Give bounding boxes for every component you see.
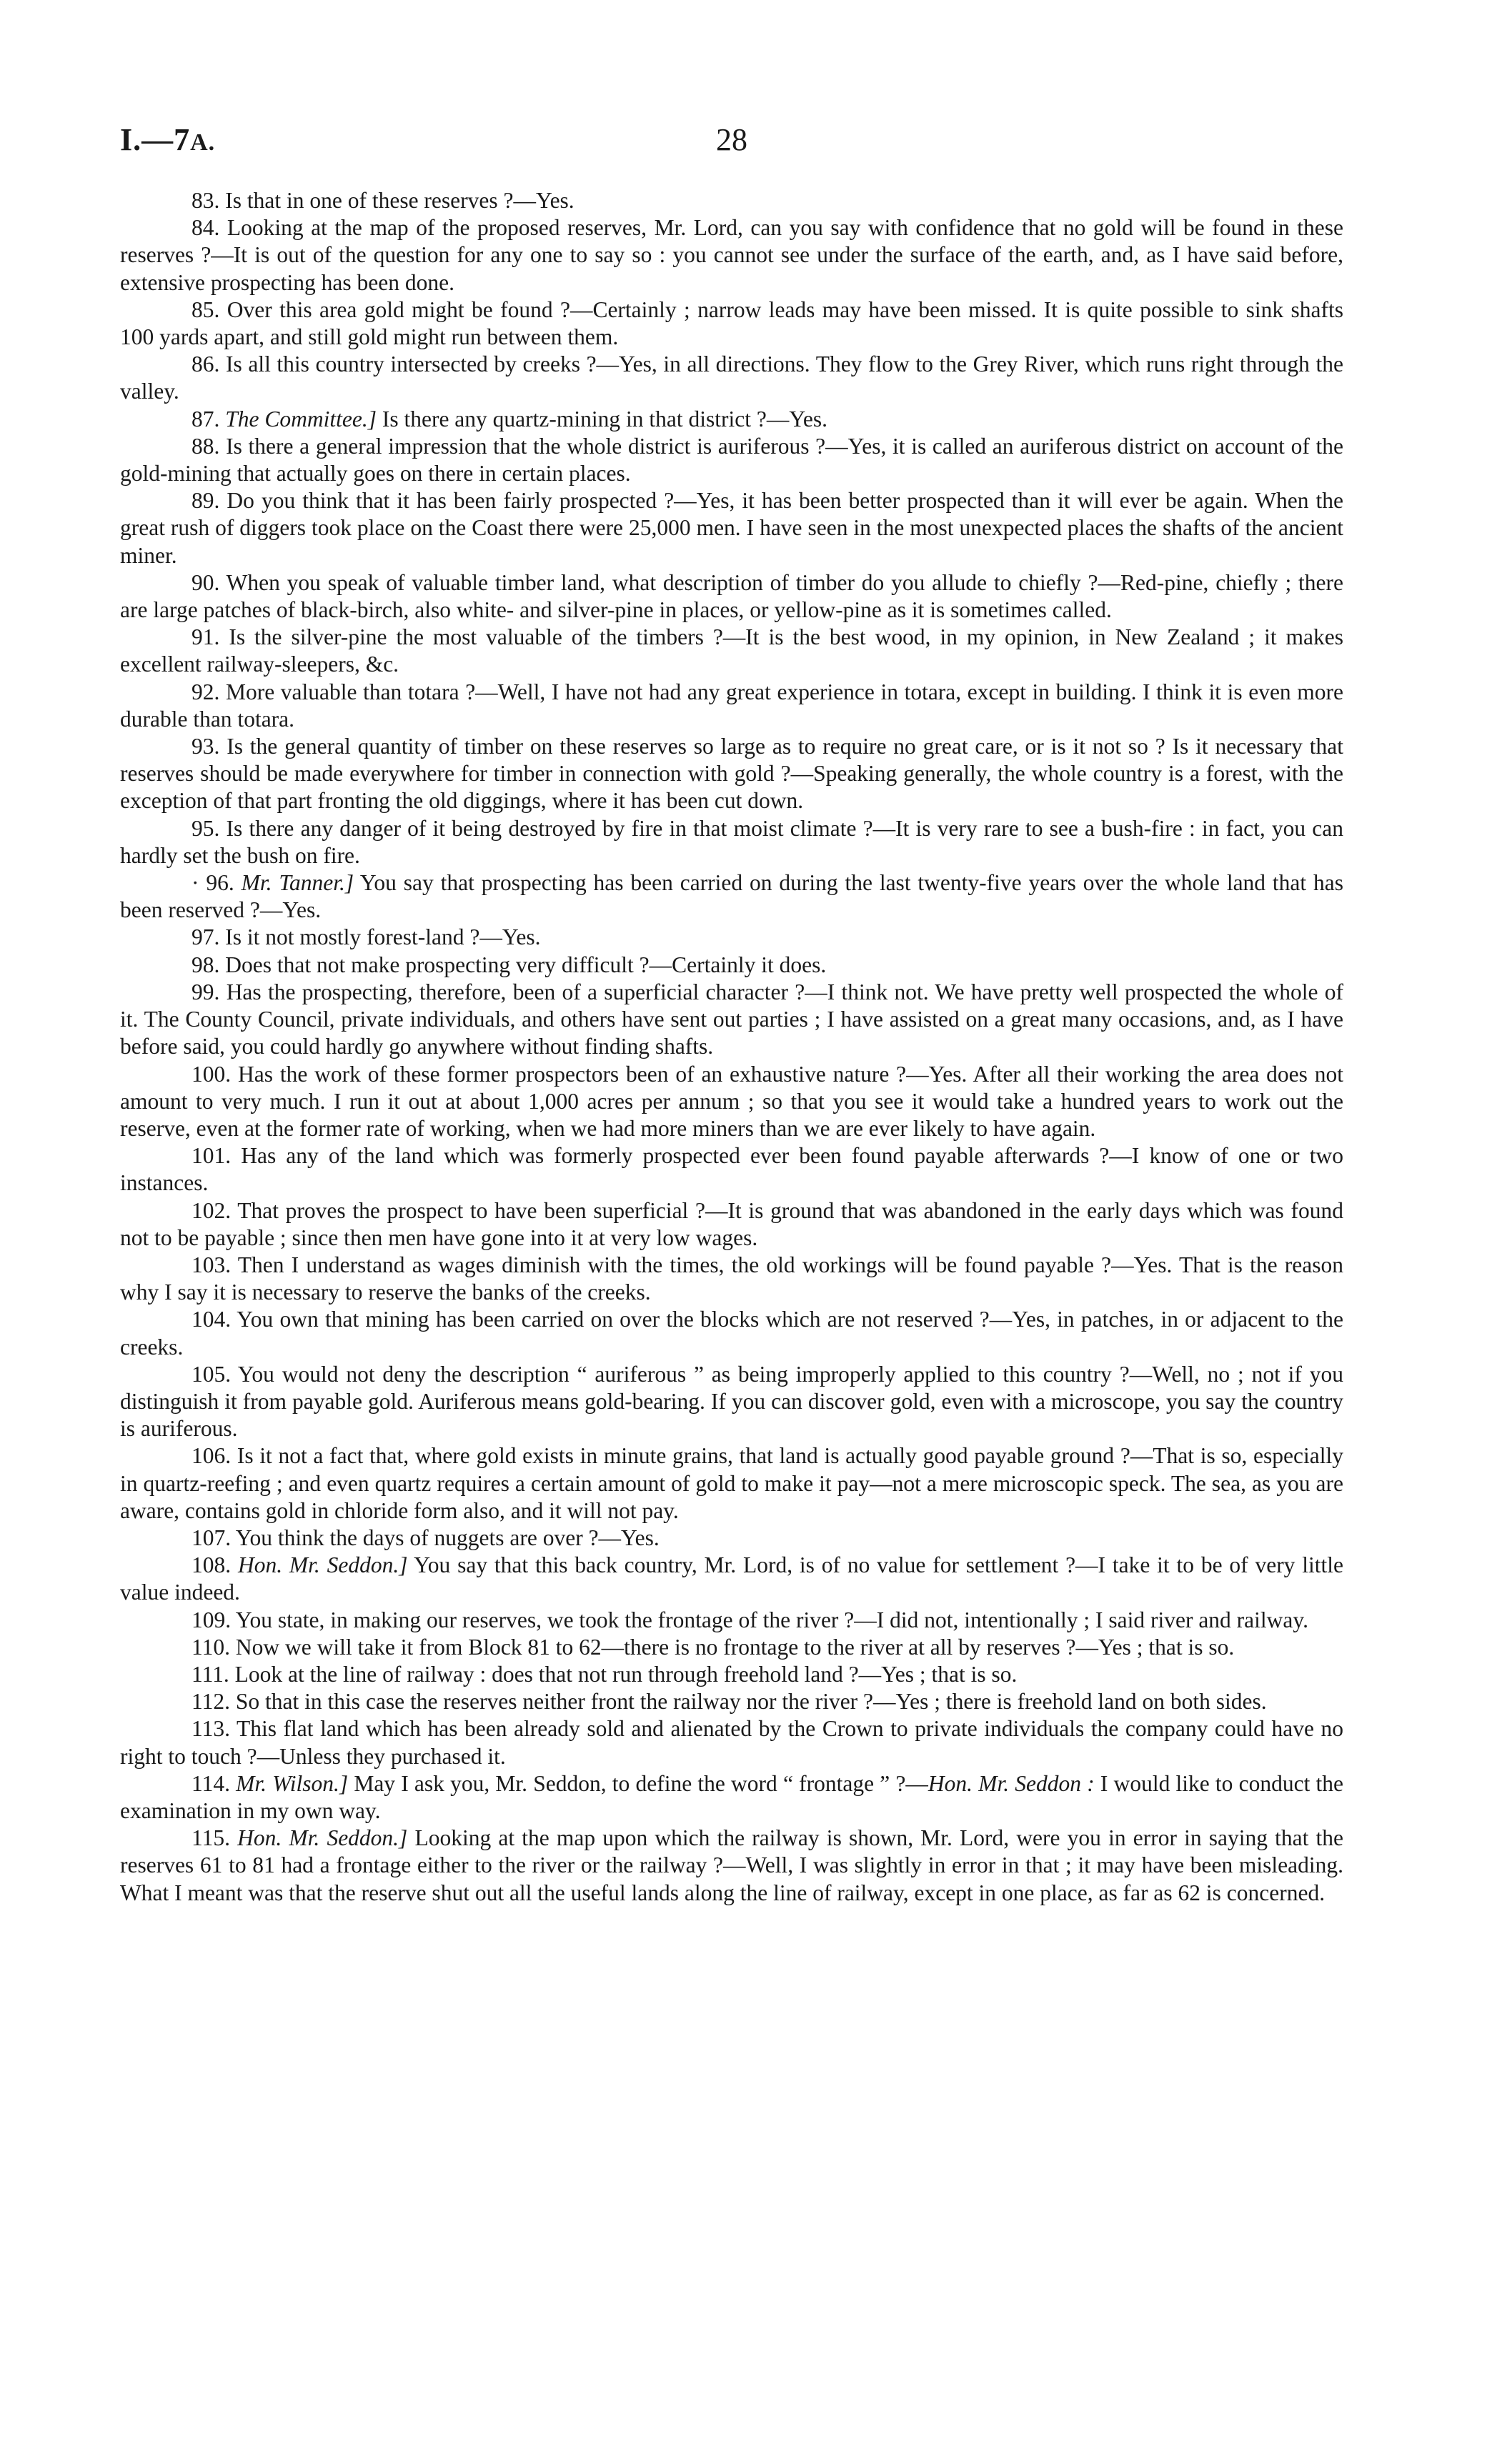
evidence-paragraph [120, 1197, 1343, 1252]
paragraph-number: 99. [192, 979, 220, 1004]
paragraph-number: 84. [192, 215, 220, 241]
paragraph-text: Then I understand as wages diminish with the times, the old workings will be found payable ?—Yes. That is the reason why I say it is necessary to reserve the banks of the creeks. [120, 1252, 1343, 1305]
paragraph-number: 109. [192, 1607, 232, 1632]
paragraph-number: 104. [192, 1307, 232, 1332]
evidence-paragraph [120, 679, 1343, 733]
page-header [120, 121, 1343, 171]
evidence-paragraph [120, 979, 1343, 1061]
evidence-paragraph [120, 1607, 1343, 1634]
paragraph-text: May I ask you, Mr. Seddon, to define the word “ frontage ” ?— [354, 1770, 928, 1796]
evidence-body [120, 187, 1343, 1907]
paragraph-number: 107. [192, 1525, 232, 1550]
paragraph-number: · 96. [192, 870, 234, 896]
evidence-paragraph [120, 1715, 1343, 1770]
evidence-paragraph [120, 869, 1343, 924]
evidence-paragraph [120, 569, 1343, 624]
evidence-paragraph [120, 733, 1343, 815]
evidence-paragraph [120, 1361, 1343, 1443]
paragraph-number: 102. [192, 1197, 232, 1223]
paragraph-text: Is there a general impression that the whole district is auriferous ?—Yes, it is called an auriferous district on account of the gold-mining that actually goes on there in certain places. [120, 433, 1344, 487]
paragraph-text: Do you think that it has been fairly prospected ?—Yes, it has been better prospected than it will ever be again. When the great rush of diggers took place on the Coast there were 25,000 men. I have seen in the most unexpected places the shafts of the ancient miner. [120, 488, 1343, 568]
paragraph-text: You say that prospecting has been carried on during the last twenty-five years over the whole land that has been reserved ?—Yes. [120, 870, 1343, 923]
paragraph-number: 106. [192, 1443, 232, 1469]
paragraph-text: Is the general quantity of timber on these reserves so large as to require no great care, or is it not so ? Is it necessary that reserves should be made everywhere for timber in connection with gold ?—Speaking generally, the whole country is a forest, with the exception of that part fronting the old diggings, where it has been cut down. [120, 734, 1343, 814]
evidence-paragraph [120, 1552, 1343, 1606]
evidence-paragraph [120, 351, 1343, 405]
paragraph-number: 115. [192, 1825, 230, 1851]
paragraph-text: Look at the line of railway : does that not run through freehold land ?—Yes ; that is so. [234, 1661, 1018, 1687]
paragraph-text: So that in this case the reserves neither front the railway nor the river ?—Yes ; there is freehold land on both sides. [235, 1689, 1267, 1715]
evidence-paragraph [120, 214, 1343, 296]
paragraph-number: 112. [192, 1689, 230, 1715]
paragraph-text: I would like to conduct the examination in my own way. [120, 1770, 1343, 1823]
paragraph-text: When you speak of valuable timber land, what description of timber do you allude to chiefly ?—Red-pine, chiefly ; there are large patches of black-birch, also white- and silver-pine in places, or yellow-pine as it is sometimes called. [120, 569, 1343, 623]
evidence-paragraph [120, 1688, 1343, 1715]
paragraph-number: 88. [192, 433, 220, 459]
evidence-paragraph [120, 187, 1343, 214]
paragraph-text: You own that mining has been carried on over the blocks which are not reserved ?—Yes, in patches, in or adjacent to the creeks. [120, 1307, 1343, 1360]
evidence-paragraph [120, 924, 1343, 951]
paragraph-text: Now we will take it from Block 81 to 62—there is no frontage to the river at all by reserves ?—Yes ; that is so. [235, 1634, 1235, 1660]
evidence-paragraph [120, 1825, 1343, 1907]
evidence-paragraph [120, 815, 1343, 869]
paragraph-text: Is the silver-pine the most valuable of the timbers ?—It is the best wood, in my opinion, in New Zealand ; it makes excellent railway-sleepers, &c. [120, 624, 1344, 677]
paragraph-text: Has the work of these former prospectors been of an exhaustive nature ?—Yes. After all their working the area does not amount to very much. I run it out at about 1,000 acres per annum ; so that you see it would take a hundred years to work out the reserve, even at the former rate of working, when we had more miners than we are ever likely to have again. [120, 1061, 1344, 1141]
paragraph-text: Has the prospecting, therefore, been of a superficial character ?—I think not. We have pretty well prospected the whole of it. The County Council, private individuals, and others have sent out parties ; I have assisted on a great many occasions, and, as I have before said, you could hardly go anywhere without finding shafts. [120, 979, 1344, 1059]
paragraph-text: Does that not make prospecting very difficult ?—Certainly it does. [225, 952, 827, 977]
evidence-paragraph [120, 952, 1343, 979]
paragraph-text: You say that this back country, Mr. Lord, is of no value for settlement ?—I take it to be of very little value indeed. [120, 1552, 1344, 1605]
paragraph-number: 87. [192, 406, 220, 432]
paragraph-number: 108. [192, 1552, 232, 1578]
paragraph-number: 90. [192, 569, 220, 595]
paragraph-number: 105. [192, 1361, 232, 1387]
paragraph-number: 103. [192, 1252, 232, 1277]
reference-main: I.—7 [120, 122, 191, 157]
evidence-paragraph [120, 1770, 1343, 1825]
paragraph-number: 98. [192, 952, 220, 977]
document-page [120, 121, 1343, 1907]
evidence-paragraph [120, 1252, 1343, 1306]
paragraph-text: This flat land which has been already sold and alienated by the Crown to private individuals the company could have no right to touch ?—Unless they purchased it. [120, 1716, 1344, 1769]
paragraph-number: 113. [192, 1716, 230, 1742]
paragraph-text: Is it not a fact that, where gold exists in minute grains, that land is actually good payable ground ?—That is so, especially in quartz-reefing ; and even quartz requires a certain amount of gold to make it pay—not a mere microscopic speck. The sea, as you are aware, contains gold in chloride form also, and it will not pay. [120, 1443, 1343, 1523]
paragraph-number: 93. [192, 734, 220, 759]
evidence-paragraph [120, 1306, 1343, 1360]
evidence-paragraph [120, 487, 1343, 569]
paragraph-number: 111. [192, 1661, 229, 1687]
paragraph-text: You would not deny the description “ auriferous ” as being improperly applied to this country ?—Well, no ; not if you distinguish it from payable gold. Auriferous means gold-bearing. If you can discover gold, even with a microscope, you say the country is auriferous. [120, 1361, 1343, 1442]
evidence-paragraph [120, 296, 1343, 351]
paragraph-text: You state, in making our reserves, we took the frontage of the river ?—I did not, intentionally ; I said river and railway. [235, 1607, 1308, 1632]
paragraph-number: 86. [192, 351, 220, 377]
speaker-name: Mr. Wilson.] [236, 1770, 349, 1796]
evidence-paragraph [120, 1061, 1343, 1143]
reference-sub: A. [190, 129, 216, 156]
evidence-paragraph [120, 624, 1343, 678]
paragraph-text: Looking at the map of the proposed reserves, Mr. Lord, can you say with confidence that no gold will be found in these reserves ?—It is out of the question for any one to say so : you cannot see under the surface of the earth, and, as I have said before, extensive prospecting has been done. [120, 215, 1343, 295]
evidence-paragraph [120, 406, 1343, 433]
paragraph-number: 114. [192, 1770, 230, 1796]
paragraph-text: Is it not mostly forest-land ?—Yes. [225, 924, 541, 950]
evidence-paragraph [120, 1142, 1343, 1197]
paragraph-text: You think the days of nuggets are over ?—Yes. [235, 1525, 660, 1550]
evidence-paragraph [120, 433, 1343, 487]
paragraph-number: 89. [192, 488, 220, 514]
paragraph-number: 91. [192, 624, 220, 650]
paragraph-text: Looking at the map upon which the railway is shown, Mr. Lord, were you in error in saying that the reserves 61 to 81 had a frontage either to the river or the railway ?—Well, I was slightly in error in that ; it may have been misleading. What I meant was that the reserve shut out all the useful lands along the line of railway, except in one place, as far as 62 is concerned. [120, 1825, 1344, 1905]
paragraph-text: Has any of the land which was formerly prospected ever been found payable afterwards ?—I know of one or two instances. [120, 1143, 1344, 1196]
paragraph-text: That proves the prospect to have been superficial ?—It is ground that was abandoned in the early days which was found not to be payable ; since then men have gone into it at very low wages. [120, 1197, 1343, 1250]
paragraph-text: More valuable than totara ?—Well, I have not had any great experience in totara, except in building. I think it is even more durable than totara. [120, 679, 1343, 732]
speaker-name: Hon. Mr. Seddon.] [237, 1552, 408, 1578]
evidence-paragraph [120, 1634, 1343, 1661]
paragraph-number: 85. [192, 296, 220, 322]
evidence-paragraph [120, 1661, 1343, 1688]
page-number: 28 [716, 122, 747, 157]
paragraph-number: 97. [192, 924, 220, 950]
speaker-name: Mr. Tanner.] [241, 870, 354, 896]
evidence-paragraph [120, 1442, 1343, 1525]
evidence-paragraph [120, 1525, 1343, 1552]
paragraph-text: Is there any quartz-mining in that district ?—Yes. [382, 406, 828, 432]
paragraph-text: Is all this country intersected by creeks ?—Yes, in all directions. They flow to the Grey River, which runs right through the valley. [120, 351, 1343, 404]
speaker-name: Hon. Mr. Seddon.] [237, 1825, 408, 1851]
paragraph-text: Is there any danger of it being destroyed by fire in that moist climate ?—It is very rare to see a bush-fire : in fact, you can hardly set the bush on fire. [120, 815, 1344, 868]
paragraph-number: 100. [192, 1061, 232, 1087]
paragraph-number: 95. [192, 815, 220, 841]
paragraph-number: 92. [192, 679, 220, 704]
paragraph-text: Is that in one of these reserves ?—Yes. [225, 188, 575, 213]
speaker-name: The Committee.] [225, 406, 377, 432]
speaker-name: Hon. Mr. Seddon : [927, 1770, 1095, 1796]
paragraph-number: 110. [192, 1634, 230, 1660]
paragraph-text: Over this area gold might be found ?—Certainly ; narrow leads may have been missed. It is quite possible to sink shafts 100 yards apart, and still gold might run between them. [120, 296, 1343, 350]
paragraph-number: 83. [192, 188, 220, 213]
paragraph-number: 101. [192, 1143, 232, 1169]
